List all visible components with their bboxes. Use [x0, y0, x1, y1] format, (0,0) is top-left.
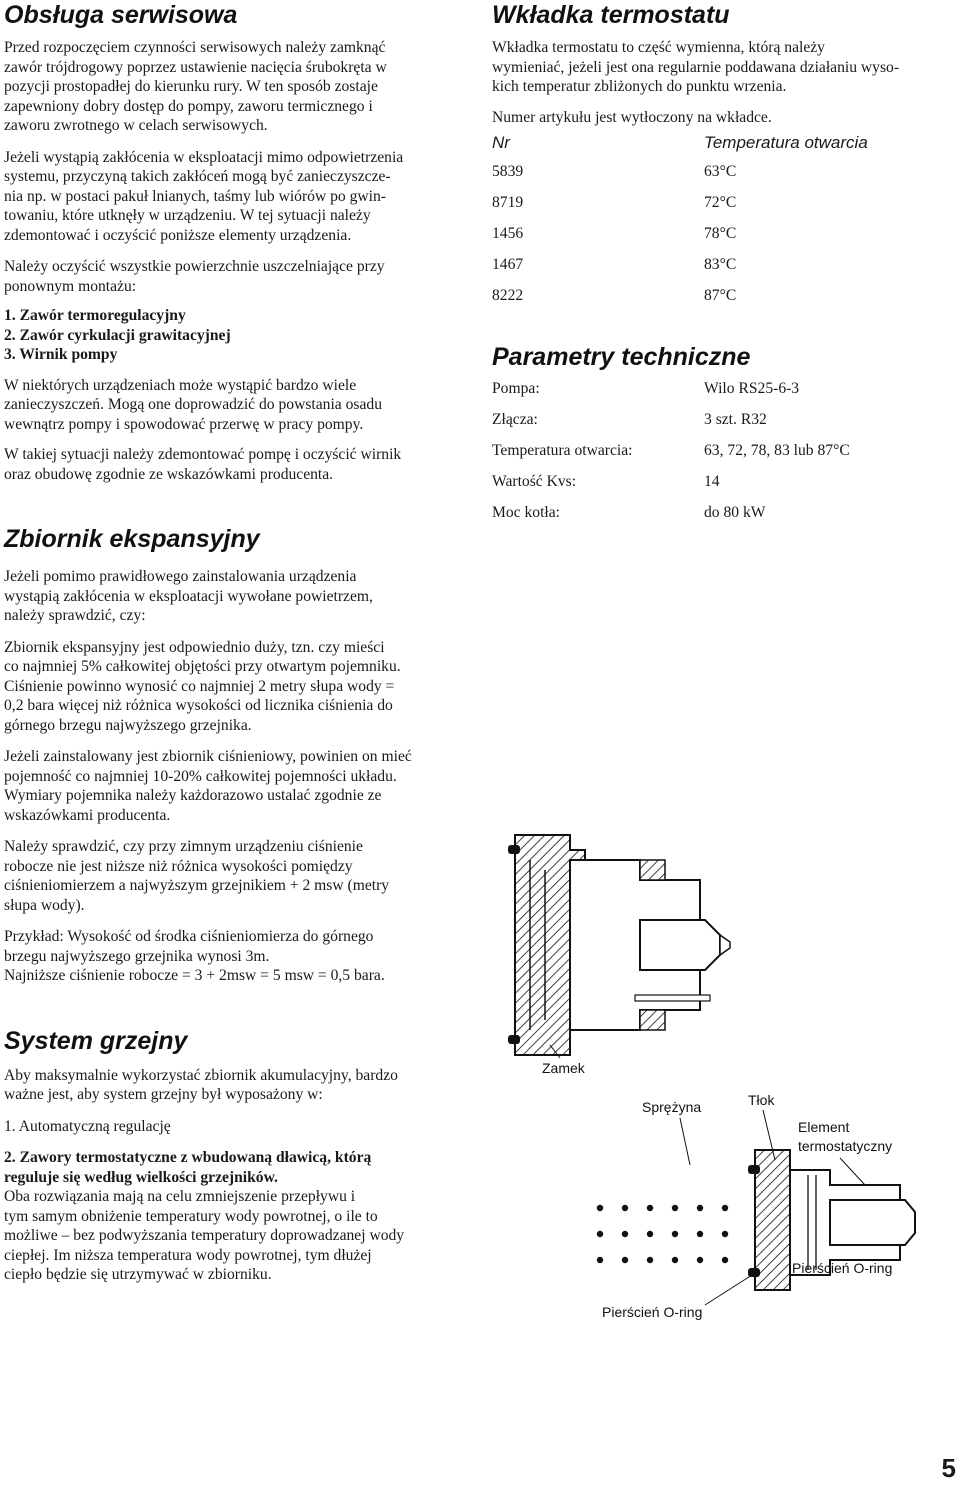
service-paragraph-5: W takiej sytuacji należy zdemontować pompę i oczyścić wirnik oraz obudowę zgodnie ze wskazówkami producenta.: [4, 446, 402, 483]
list-item: 3. Wirnik pompy: [4, 346, 118, 363]
label-element-1: Element: [798, 1119, 850, 1135]
params-table: [492, 380, 850, 535]
thermostat-insert-diagram: [490, 820, 960, 1340]
page-number: 5: [941, 1453, 956, 1483]
right-column: [492, 0, 956, 535]
insert-paragraph-1: Wkładka termostatu to część wymienna, którą należy wymieniać, jeżeli jest ona regularnie poddawana działaniu wyso- kich temperatur zbliżonych do punktu wrzenia.: [492, 39, 900, 95]
table-row: Moc kotła: do 80 kW: [492, 504, 766, 521]
table-row: Pompa: Wilo RS25-6-3: [492, 380, 800, 397]
tank-title: Zbiornik ekspansyjny: [4, 525, 260, 553]
table-row: 8222 87°C: [492, 287, 737, 304]
table-row: 5839 63°C: [492, 163, 737, 180]
diagram-labels: [542, 1045, 892, 1320]
list-item: 1. Zawór termoregulacyjny: [4, 307, 186, 324]
service-list: [4, 306, 464, 365]
insert-table: [492, 133, 868, 318]
header-nr: Nr: [492, 133, 510, 152]
insert-title: Wkładka termostatu: [492, 1, 730, 29]
params-title: Parametry techniczne: [492, 343, 751, 371]
service-paragraph-2: Jeżeli wystąpią zakłócenia w eksploatacji mimo odpowietrzenia systemu, przyczyną takich zakłóceń mogą być zanieczyszcze- nia np. w postaci pakuł lnianych, taśmy lub wiórów po gwin- towaniu, które utknęły w urządzeniu. W tej sytuacji należy zdemontować i oczyścić poniższe elementy urządzenia.: [4, 148, 404, 244]
table-row: Złącza: 3 szt. R32: [492, 411, 767, 428]
tank-paragraph-3: Jeżeli zainstalowany jest zbiornik ciśnieniowy, powinien on mieć pojemność co najmniej 10-20% całkowitej pojemności układu. Wymiary pojemnika należy każdorazowo ustalać zgodnie ze wskazówkami producenta.: [4, 748, 412, 824]
insert-paragraph-2: Numer artykułu jest wytłoczony na wkładce.: [492, 108, 772, 126]
table-header-row: [492, 133, 868, 163]
label-oring-right: Pierścień O-ring: [792, 1260, 893, 1276]
table-row: Wartość Kvs: 14: [492, 473, 720, 490]
service-paragraph-4: W niektórych urządzeniach może wystąpić bardzo wiele zanieczyszczeń. Mogą one doprowadzić do powstania osadu wewnątrz pompy i spowodować przerwę w pracy pompy.: [4, 376, 383, 433]
table-row: 8719 72°C: [492, 194, 737, 211]
flow-dots: [597, 1205, 728, 1263]
table-row: Temperatura otwarcia: 63, 72, 78, 83 lub 87°C: [492, 442, 850, 459]
list-item: 2. Zawór cyrkulacji grawitacyjnej: [4, 326, 231, 344]
system-item-2: 2. Zawory termostatyczne z wbudowaną dławicą, którą reguluje się według wielkości grzejników.: [4, 1149, 372, 1186]
label-oring-bottom: Pierścień O-ring: [602, 1304, 703, 1320]
table-row: 1456 78°C: [492, 225, 737, 242]
service-paragraph-1: Przed rozpoczęciem czynności serwisowych należy zamknąć zawór trójdrogowy poprzez ustawienie nacięcia śrubokręta w pozycji prostopadłej do kierunku rury. W ten sposób zostaje zapewniony dobry dostęp do pompy, zaworu termicznego i zaworu zwrotnego w celach serwisowych.: [4, 39, 387, 134]
system-paragraph-2: Oba rozwiązania mają na celu zmniejszenie przepływu i tym samym obniżenie temperatury wody powrotnej, o ile to możliwe – bez podwyższania temperatury doprowadzanej wody ciepłej. Im niższa temperatura wody powrotnej, tym dłużej ciepło będzie się utrzymywać w zbiorniku.: [4, 1188, 405, 1283]
label-zamek: Zamek: [542, 1060, 585, 1076]
label-sprezyna: Sprężyna: [642, 1099, 702, 1115]
tank-paragraph-1: Jeżeli pomimo prawidłowego zainstalowania urządzenia wystąpią zakłócenia w eksploatacji wywołane powietrzem, należy sprawdzić, czy:: [4, 568, 373, 624]
label-element-2: termostatyczny: [798, 1138, 893, 1154]
system-item-1: 1. Automatyczną regulację: [4, 1117, 171, 1135]
label-tlok: Tłok: [748, 1092, 775, 1108]
tank-paragraph-2: Zbiornik ekspansyjny jest odpowiednio duży, tzn. czy mieści co najmniej 5% całkowitej objętości przy otwartym pojemniku. Ciśnienie powinno wynosić co najmniej 2 metry słupa wody = 0,2 bara więcej niż różnica wysokości od licznika ciśnienia do górnego brzegu najwyższego grzejnika.: [4, 638, 401, 734]
service-paragraph-3: Należy oczyścić wszystkie powierzchnie uszczelniające przy ponownym montażu:: [4, 258, 385, 295]
header-temp: Temperatura otwarcia: [704, 133, 868, 152]
tank-paragraph-5: Przykład: Wysokość od środka ciśnieniomierza do górnego brzegu najwyższego grzejnika wynosi 3m. Najniższe ciśnienie robocze = 3 + 2msw = 5 msw = 0,5 bara.: [4, 928, 385, 984]
service-title: Obsługa serwisowa: [4, 1, 238, 29]
left-column: [4, 0, 464, 1285]
system-title: System grzejny: [4, 1026, 188, 1055]
tank-paragraph-4: Należy sprawdzić, czy przy zimnym urządzeniu ciśnienie robocze nie jest niższe niż różnica wysokości pomiędzy ciśnieniomierzem a najwyższym grzejnikiem + 2 msw (metry słupa wody).: [4, 838, 390, 914]
upper-insert-body: [508, 835, 730, 1055]
table-row: 1467 83°C: [492, 256, 737, 273]
system-paragraph-1: Aby maksymalnie wykorzystać zbiornik akumulacyjny, bardzo ważne jest, aby system grzejny był wyposażony w:: [4, 1066, 398, 1103]
